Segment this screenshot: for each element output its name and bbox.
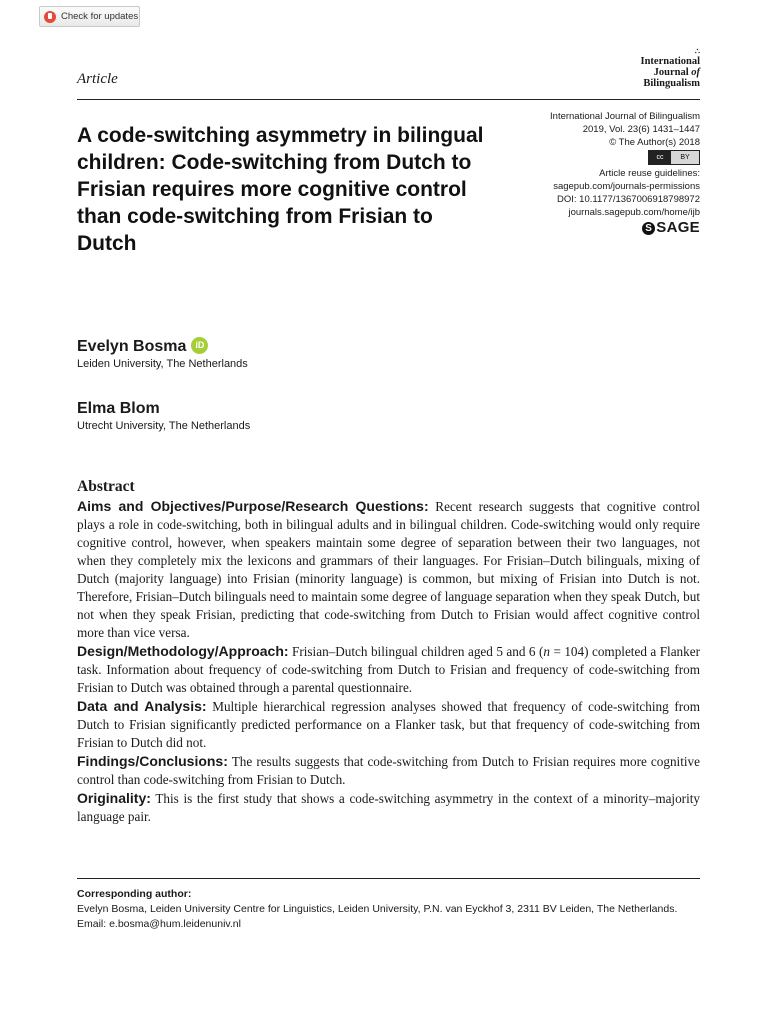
journal-logo-line2-italic: of bbox=[691, 67, 700, 78]
abstract-section bbox=[77, 497, 700, 642]
author-affiliation: Utrecht University, The Netherlands bbox=[77, 420, 251, 432]
author-name-text: Evelyn Bosma bbox=[77, 338, 187, 355]
abstract-section bbox=[77, 789, 700, 826]
sage-logo bbox=[550, 221, 700, 235]
doi[interactable]: DOI: 10.1177/1367006918798972 bbox=[557, 194, 700, 205]
reuse-guidelines: Article reuse guidelines: bbox=[599, 168, 700, 179]
abstract-section-text: Frisian–Dutch bilingual children aged 5 and 6 ( bbox=[288, 644, 544, 659]
journal-logo-line1: International bbox=[640, 56, 700, 67]
cc-license-mark: cc bbox=[649, 151, 671, 164]
journal-logo-line3: Bilingualism bbox=[643, 78, 700, 89]
corresponding-author-address: Evelyn Bosma, Leiden University Centre for Linguistics, Leiden University, P.N. van Eyckhof 3, 2311 BV Leiden, The Netherlands. bbox=[77, 903, 678, 915]
author-name: Elma Blom bbox=[77, 400, 160, 417]
abstract-section-label: Originality: bbox=[77, 790, 151, 806]
issue-info: 2019, Vol. 23(6) 1431–1447 bbox=[582, 124, 700, 135]
sage-logo-icon: S bbox=[642, 222, 655, 235]
abstract-section-italic: n bbox=[543, 644, 550, 659]
journal-logo bbox=[640, 48, 700, 89]
abstract-section-text: This is the first study that shows a code-switching asymmetry in the context of a minority–majority language pair. bbox=[77, 791, 700, 824]
journal-logo-line2-text: Journal bbox=[653, 67, 692, 78]
abstract-section-label: Design/Methodology/Approach: bbox=[77, 643, 289, 659]
abstract-section-label: Aims and Objectives/Purpose/Research Questions: bbox=[77, 498, 429, 514]
permissions-link[interactable]: sagepub.com/journals-permissions bbox=[553, 181, 700, 192]
abstract bbox=[77, 477, 700, 826]
publication-meta bbox=[550, 110, 700, 235]
abstract-section-text: = 104) completed a Flanker task. Information about frequency of code-switching from Dutch to Frisian and frequency of code-switching from Frisian to Dutch was obtained through a parental questionnaire. bbox=[77, 644, 700, 695]
cc-license-type: BY bbox=[680, 154, 690, 161]
cc-license-icon[interactable] bbox=[648, 150, 700, 165]
corresponding-author-heading: Corresponding author: bbox=[77, 888, 192, 900]
journal-homepage-link[interactable]: journals.sagepub.com/home/ijb bbox=[568, 207, 700, 218]
abstract-section-text: Multiple hierarchical regression analyses showed that frequency of code-switching from Dutch to Frisian significantly predicted performance on a Flanker task, but that frequency of code-switching from Frisian to Dutch did not. bbox=[77, 699, 700, 750]
copyright: © The Author(s) 2018 bbox=[609, 137, 700, 148]
journal-logo-line2 bbox=[640, 67, 700, 78]
sage-logo-text: SAGE bbox=[656, 219, 700, 236]
orcid-icon[interactable]: iD bbox=[191, 337, 208, 354]
abstract-section-label: Data and Analysis: bbox=[77, 698, 207, 714]
abstract-section bbox=[77, 642, 700, 697]
article-title: A code-switching asymmetry in bilingual children: Code-switching from Dutch to Frisian requires more cognitive control than code-switching from Frisian to Dutch bbox=[77, 124, 484, 255]
abstract-heading: Abstract bbox=[77, 478, 135, 495]
corresponding-author-email[interactable]: Email: e.bosma@hum.leidenuniv.nl bbox=[77, 918, 241, 930]
journal-logo-mark: ∴ bbox=[694, 47, 700, 56]
author-name bbox=[77, 337, 208, 356]
footer-divider bbox=[77, 878, 700, 879]
check-for-updates-button[interactable] bbox=[39, 6, 140, 27]
abstract-section-label: Findings/Conclusions: bbox=[77, 753, 228, 769]
journal-name: International Journal of Bilingualism bbox=[550, 111, 700, 122]
abstract-section-text: The results suggests that code-switching from Dutch to Frisian requires more cognitive control than code-switching from Frisian to Dutch. bbox=[77, 754, 700, 787]
abstract-section-text: Recent research suggests that cognitive control plays a role in code-switching, both in bilingual adults and in bilingual children. Code-switching would only require cognitive control, however, when speakers maintain some degree of separation between their two languages, not when they completely mix the lexicons and grammars of their languages. For Frisian–Dutch bilinguals, mixing of Dutch (majority language) into Frisian (minority language) is common, but mixing of Frisian into Dutch is not. Therefore, Frisian–Dutch bilinguals need to maintain some degree of language separation when they speak Dutch, but not when they speak Frisian, predicting that code-switching from Dutch to Frisian would affect cognitive control more than vice versa. bbox=[77, 499, 700, 640]
corresponding-author bbox=[77, 887, 700, 932]
article-type-label: Article bbox=[77, 71, 118, 87]
check-for-updates-label: Check for updates bbox=[61, 11, 139, 22]
crossmark-icon bbox=[44, 11, 56, 23]
abstract-section bbox=[77, 697, 700, 752]
header-divider bbox=[77, 99, 700, 100]
abstract-section bbox=[77, 752, 700, 789]
author-affiliation: Leiden University, The Netherlands bbox=[77, 358, 248, 370]
